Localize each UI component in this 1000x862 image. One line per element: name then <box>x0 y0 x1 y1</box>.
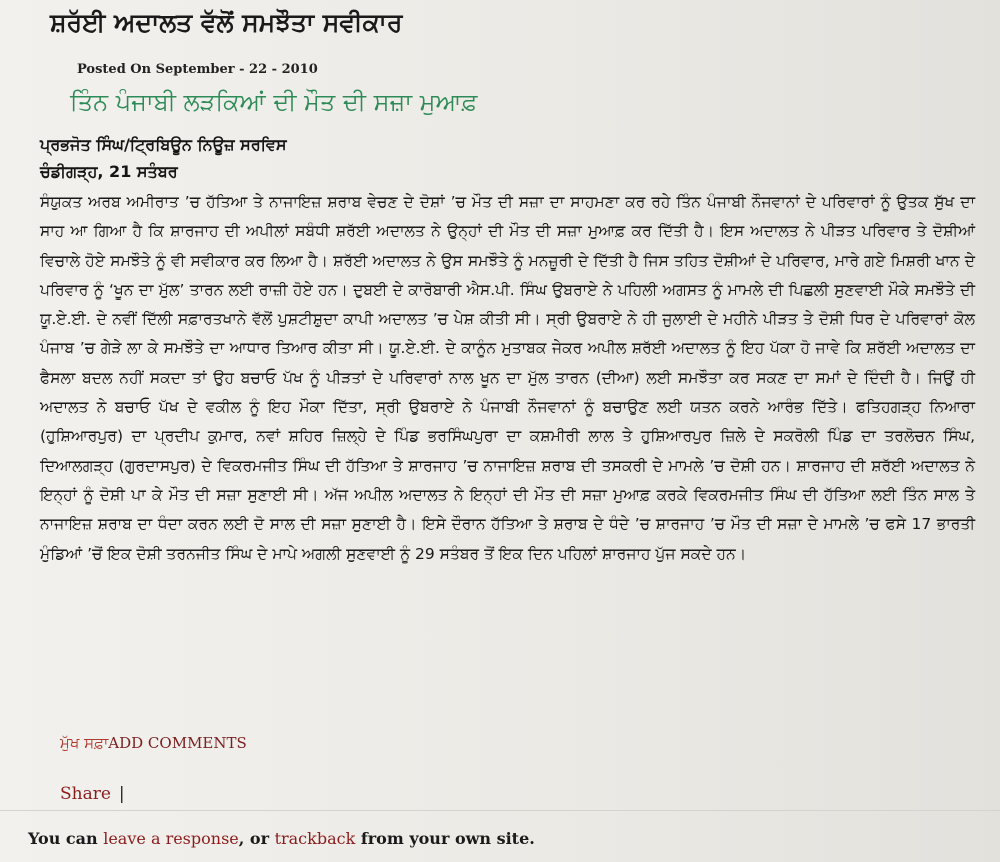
article-headline: ਤਿੰਨ ਪੰਜਾਬੀ ਲੜਕਿਆਂ ਦੀ ਮੌਤ ਦੀ ਸਜ਼ਾ ਮੁਆਫ਼ <box>70 88 478 116</box>
share-row <box>60 784 125 804</box>
share-link[interactable]: Share <box>60 784 111 804</box>
dateline: ਚੰਡੀਗੜ੍ਹ, 21 ਸਤੰਬਰ <box>40 162 178 181</box>
post-title: ਸ਼ਰੱਈ ਅਦਾਲਤ ਵੱਲੋਂ ਸਮਝੌਤਾ ਸਵੀਕਾਰ <box>50 8 403 37</box>
trackback-link[interactable]: trackback <box>274 829 356 848</box>
add-comments-link[interactable]: ADD COMMENTS <box>108 734 247 752</box>
home-link[interactable]: ਮੁੱਖ ਸਫ਼ਾ <box>60 734 109 752</box>
post-links <box>60 734 247 752</box>
footer-prefix: You can <box>28 829 104 848</box>
article-body: ਸੰਯੁਕਤ ਅਰਬ ਅਮੀਰਾਤ ’ਚ ਹੱਤਿਆ ਤੇ ਨਾਜਾਇਜ਼ ਸ਼ਰਾਬ ਵੇਚਣ ਦੇ ਦੋਸ਼ਾਂ ’ਚ ਮੌਤ ਦੀ ਸਜ਼ਾ ਦਾ ਸਾਹਮਣਾ ਕਰ ਰਹੇ ਤਿੰਨ ਪੰਜਾਬੀ ਨੌਜਵਾਨਾਂ ਦੇ ਪਰਿਵਾਰਾਂ ਨੂੰ ਉਤਕ ਸੁੱਖ ਦਾ ਸਾਹ ਆ ਗਿਆ ਹੈ ਕਿ ਸ਼ਾਰਜਾਹ ਦੀ ਅਪੀਲਾਂ ਸਬੰਧੀ ਸ਼ਰੱਈ ਅਦਾਲਤ ਨੇ ਉਨ੍ਹਾਂ ਦੀ ਮੌਤ ਦੀ ਸਜ਼ਾ ਮੁਆਫ਼ ਕਰ ਦਿੱਤੀ ਹੈ। ਇਸ ਅਦਾਲਤ ਨੇ ਪੀੜਤ ਪਰਿਵਾਰ ਤੇ ਦੋਸ਼ੀਆਂ ਵਿਚਾਲੇ ਹੋਏ ਸਮਝੌਤੇ ਨੂੰ ਵੀ ਸਵੀਕਾਰ ਕਰ ਲਿਆ ਹੈ। ਸ਼ਰੱਈ ਅਦਾਲਤ ਨੇ ਉਸ ਸਮਝੌਤੇ ਨੂੰ ਮਨਜ਼ੂਰੀ ਦੇ ਦਿੱਤੀ ਹੈ ਜਿਸ ਤਹਿਤ ਦੋਸ਼ੀਆਂ ਦੇ ਪਰਿਵਾਰ, ਮਾਰੇ ਗਏ ਮਿਸ਼ਰੀ ਖਾਨ ਦੇ ਪਰਿਵਾਰ ਨੂੰ ‘ਖੂਨ ਦਾ ਮੁੱਲ’ ਤਾਰਨ ਲਈ ਰਾਜ਼ੀ ਹੋਏ ਹਨ। ਦੁਬਈ ਦੇ ਕਾਰੋਬਾਰੀ ਐਸ.ਪੀ. ਸਿੰਘ ਉਬਰਾਏ ਨੇ ਪਹਿਲੀ ਅਗਸਤ ਨੂੰ ਮਾਮਲੇ ਦੀ ਪਿਛਲੀ ਸੁਣਵਾਈ ਮੌਕੇ ਸਮਝੌਤੇ ਦੀ ਯੂ.ਏ.ਈ. ਦੇ ਨਵੀਂ ਦਿੱਲੀ ਸਫ਼ਾਰਤਖਾਨੇ ਵੱਲੋਂ ਪੁਸ਼ਟੀਸ਼ੁਦਾ ਕਾਪੀ ਅਦਾਲਤ ’ਚ ਪੇਸ਼ ਕੀਤੀ ਸੀ। ਸ੍ਰੀ ਉਬਰਾਏ ਨੇ ਹੀ ਜੁਲਾਈ ਦੇ ਮਹੀਨੇ ਪੀੜਤ ਤੇ ਦੋਸ਼ੀ ਧਿਰ ਦੇ ਪਰਿਵਾਰਾਂ ਕੋਲ ਪੰਜਾਬ ’ਚ ਗੇੜੇ ਲਾ ਕੇ ਸਮਝੌਤੇ ਦਾ ਆਧਾਰ ਤਿਆਰ ਕੀਤਾ ਸੀ। ਯੂ.ਏ.ਈ. ਦੇ ਕਾਨੂੰਨ ਮੁਤਾਬਕ ਜੇਕਰ ਅਪੀਲ ਸ਼ਰੱਈ ਅਦਾਲਤ ਨੂੰ ਇਹ ਪੱਕਾ ਹੋ ਜਾਵੇ ਕਿ ਸ਼ਰੱਈ ਅਦਾਲਤ ਦਾ ਫੈਸਲਾ ਬਦਲ ਨਹੀਂ ਸਕਦਾ ਤਾਂ ਉਹ ਬਚਾਓ ਪੱਖ ਨੂੰ ਪੀੜਤਾਂ ਦੇ ਪਰਿਵਾਰਾਂ ਨਾਲ ਖੂਨ ਦਾ ਮੁੱਲ ਤਾਰਨ (ਦੀਆ) ਲਈ ਸਮਝੌਤਾ ਕਰ ਸਕਣ ਦਾ ਸਮਾਂ ਦੇ ਦਿੰਦੀ ਹੈ। ਜਿਉਂ ਹੀ ਅਦਾਲਤ ਨੇ ਬਚਾਓ ਪੱਖ ਦੇ ਵਕੀਲ ਨੂੰ ਇਹ ਮੌਕਾ ਦਿੱਤਾ, ਸ੍ਰੀ ਉਬਰਾਏ ਨੇ ਪੰਜਾਬੀ ਨੌਜਵਾਨਾਂ ਨੂੰ ਬਚਾਉਣ ਲਈ ਯਤਨ ਕਰਨੇ ਆਰੰਭ ਦਿੱਤੇ। ਫਤਿਹਗੜ੍ਹ ਨਿਆਰਾ (ਹੁਸ਼ਿਆਰਪੁਰ) ਦਾ ਪ੍ਰਦੀਪ ਕੁਮਾਰ, ਨਵਾਂ ਸ਼ਹਿਰ ਜ਼ਿਲ੍ਹੇ ਦੇ ਪਿੰਡ ਭਰਸਿੰਘਪੁਰਾ ਦਾ ਕਸ਼ਮੀਰੀ ਲਾਲ ਤੇ ਹੁਸ਼ਿਆਰਪੁਰ ਜ਼ਿਲੇ ਦੇ ਸਕਰੋਲੀ ਪਿੰਡ ਦਾ ਤਰਲੋਚਨ ਸਿੰਘ, ਦਿਆਲਗੜ੍ਹ (ਗੁਰਦਾਸਪੁਰ) ਦੇ ਵਿਕਰਮਜੀਤ ਸਿੰਘ ਦੀ ਹੱਤਿਆ ਤੇ ਸ਼ਾਰਜਾਹ ’ਚ ਨਾਜਾਇਜ਼ ਸ਼ਰਾਬ ਦੀ ਤਸਕਰੀ ਦੇ ਮਾਮਲੇ ’ਚ ਦੋਸ਼ੀ ਹਨ। ਸ਼ਾਰਜਾਹ ਦੀ ਸ਼ਰੱਈ ਅਦਾਲਤ ਨੇ ਇਨ੍ਹਾਂ ਨੂੰ ਦੋਸ਼ੀ ਪਾ ਕੇ ਮੌਤ ਦੀ ਸਜ਼ਾ ਸੁਣਾਈ ਸੀ। ਅੱਜ ਅਪੀਲ ਅਦਾਲਤ ਨੇ ਇਨ੍ਹਾਂ ਦੀ ਮੌਤ ਦੀ ਸਜ਼ਾ ਮੁਆਫ਼ ਕਰਕੇ ਵਿਕਰਮਜੀਤ ਸਿੰਘ ਦੀ ਹੱਤਿਆ ਲਈ ਤਿੰਨ ਸਾਲ ਤੇ ਨਾਜਾਇਜ਼ ਸ਼ਰਾਬ ਦਾ ਧੰਦਾ ਕਰਨ ਲਈ ਦੋ ਸਾਲ ਦੀ ਸਜ਼ਾ ਸੁਣਾਈ ਹੈ। ਇਸੇ ਦੌਰਾਨ ਹੱਤਿਆ ਤੇ ਸ਼ਰਾਬ ਦੇ ਧੰਦੇ ’ਚ ਸ਼ਾਰਜਾਹ ’ਚ ਮੌਤ ਦੀ ਸਜ਼ਾ ਦੇ ਮਾਮਲੇ ’ਚ ਫਸੇ 17 ਭਾਰਤੀ ਮੁੰਡਿਆਂ ’ਚੋਂ ਇਕ ਦੋਸ਼ੀ ਤਰਨਜੀਤ ਸਿੰਘ ਦੇ ਮਾਪੇ ਅਗਲੀ ਸੁਣਵਾਈ ਨੂੰ 29 ਸਤੰਬਰ ਤੋਂ ਇਕ ਦਿਨ ਪਹਿਲਾਂ ਸ਼ਾਰਜਾਹ ਪੁੱਜ ਸਕਦੇ ਹਨ। <box>40 193 975 563</box>
post-date: Posted On September - 22 - 2010 <box>77 62 318 77</box>
response-footer <box>28 829 535 848</box>
footer-suffix: from your own site. <box>355 829 535 848</box>
divider <box>0 810 1000 811</box>
byline: ਪ੍ਰਭਜੋਤ ਸਿੰਘ/ਟ੍ਰਿਬਿਊਨ ਨਿਊਜ਼ ਸਰਵਿਸ <box>40 135 287 154</box>
leave-response-link[interactable]: leave a response <box>103 829 239 848</box>
footer-middle: , or <box>238 829 275 848</box>
share-separator: | <box>118 784 125 804</box>
